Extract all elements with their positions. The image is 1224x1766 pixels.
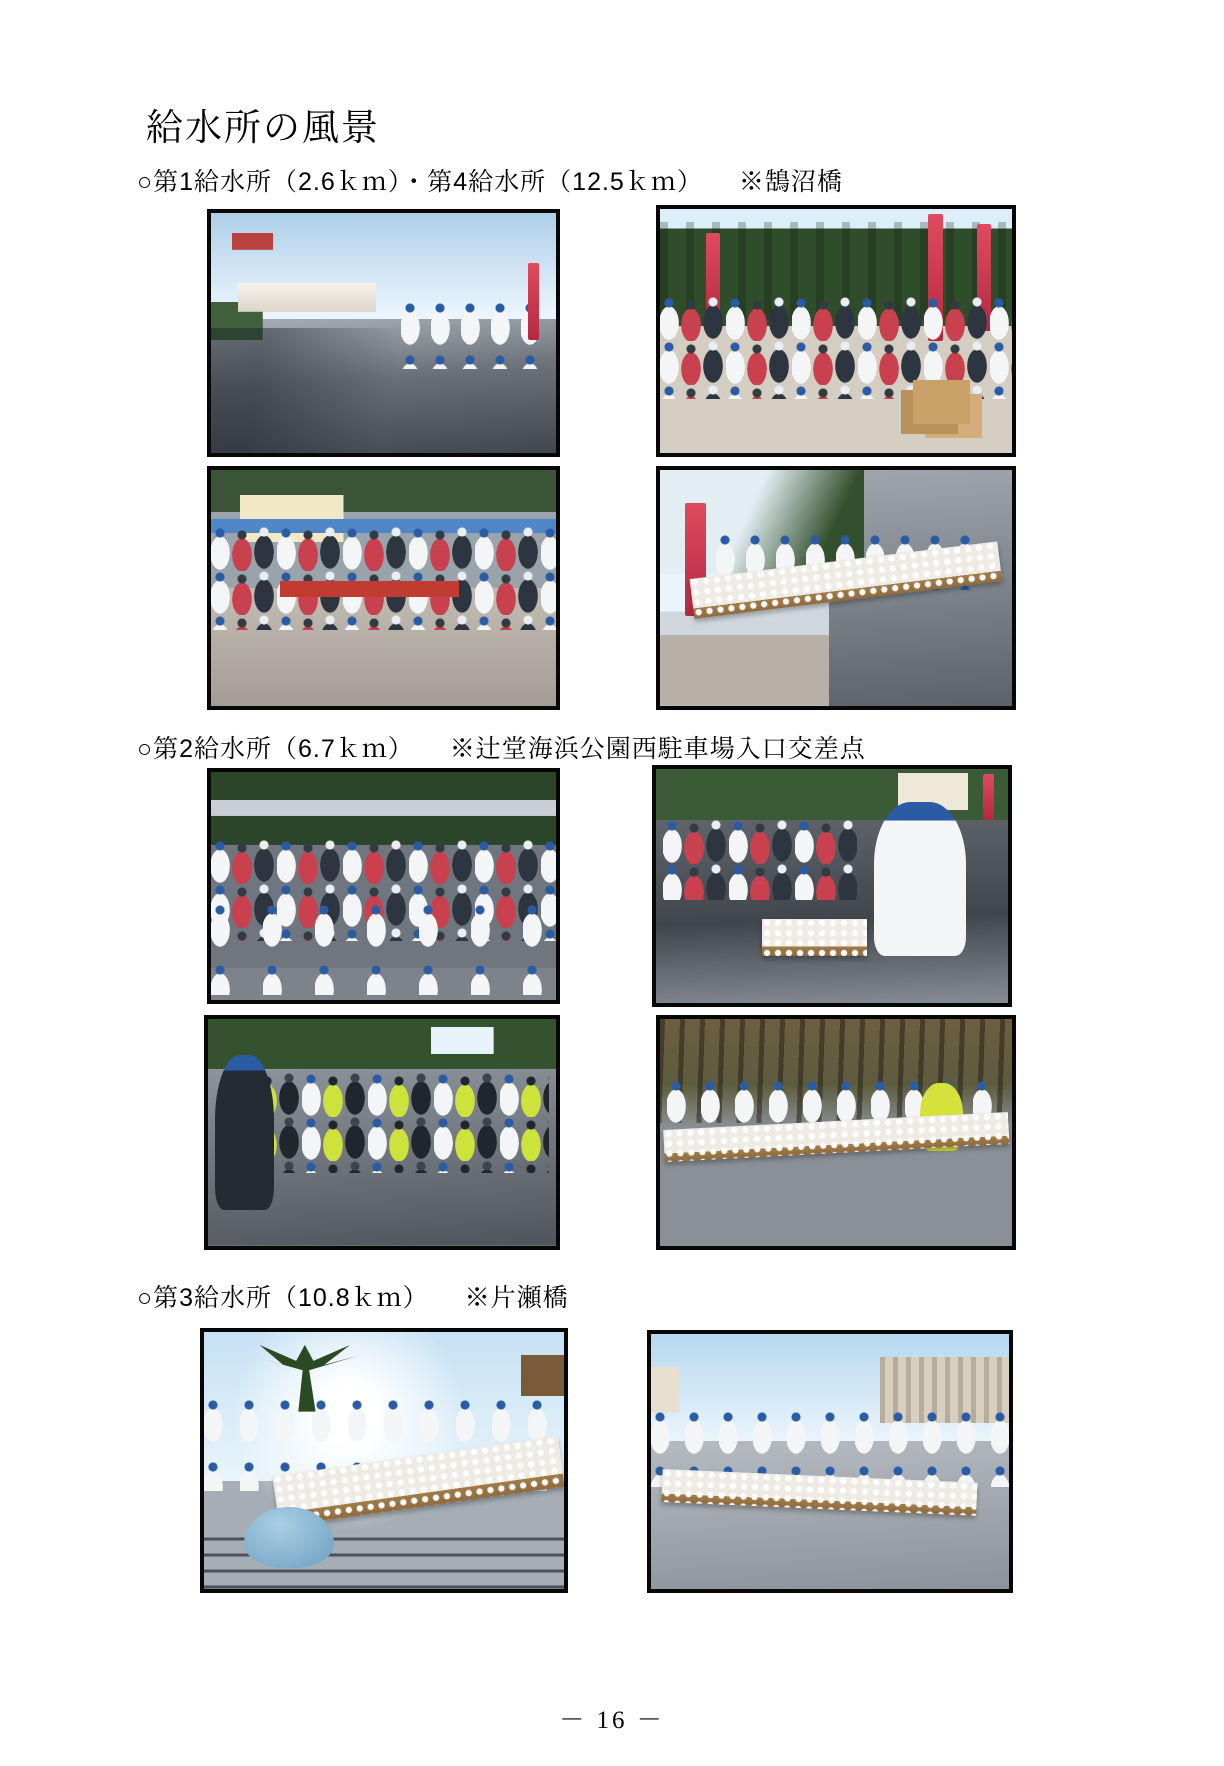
photo-station1-road-overview bbox=[207, 209, 560, 457]
cup-table-shape bbox=[762, 919, 868, 956]
hut-roof-shape bbox=[521, 1355, 564, 1396]
red-water-table-shape bbox=[280, 581, 459, 598]
page-title: 給水所の風景 bbox=[146, 107, 380, 148]
section-3-heading bbox=[137, 1278, 569, 1314]
section-1-heading-text: ○第1給水所（2.6ｋｍ）・第4給水所（12.5ｋｍ） bbox=[137, 168, 703, 196]
photo-station3-palm-tables bbox=[200, 1328, 568, 1593]
runner-figures-shape bbox=[211, 527, 556, 631]
runner-crowd-shape bbox=[236, 1073, 549, 1173]
section-2-heading-text: ○第2給水所（6.7ｋｍ） bbox=[137, 735, 414, 763]
section-2-location-note: ※辻堂海浜公園西駐車場入口交差点 bbox=[449, 735, 866, 763]
photo-station1-runners-drinking bbox=[207, 466, 560, 710]
runner-figures-shape bbox=[663, 820, 857, 900]
photo-station2-woods-prep bbox=[656, 1015, 1016, 1250]
foreground-runner-shape bbox=[215, 1055, 274, 1209]
section-3-heading-text: ○第3給水所（10.8ｋｍ） bbox=[137, 1284, 429, 1312]
red-nobori-banner-shape bbox=[983, 774, 994, 821]
section-2-heading bbox=[137, 729, 866, 765]
section-1-location-note: ※鵠沼橋 bbox=[738, 168, 843, 196]
volunteer-figures-shape bbox=[211, 904, 556, 995]
photo-station2-runners-passing bbox=[204, 1015, 560, 1250]
page-number: － 16 － bbox=[559, 1707, 665, 1734]
section-1-heading bbox=[137, 162, 843, 198]
volunteer-figures-shape bbox=[401, 302, 539, 369]
photo-station1-banner-station bbox=[656, 205, 1016, 457]
section-3-location-note: ※片瀬橋 bbox=[464, 1284, 569, 1312]
photo-station2-crowd-pines bbox=[207, 768, 560, 1004]
photo-station4-cola-cup-table bbox=[656, 466, 1016, 710]
volunteer-figure-shape bbox=[874, 802, 966, 956]
photo-station2-cup-handoff bbox=[652, 765, 1012, 1007]
red-nobori-banner-shape bbox=[528, 263, 539, 340]
photo-station3-seaside-tables bbox=[647, 1330, 1013, 1593]
cardboard-boxes-shape bbox=[913, 380, 969, 424]
